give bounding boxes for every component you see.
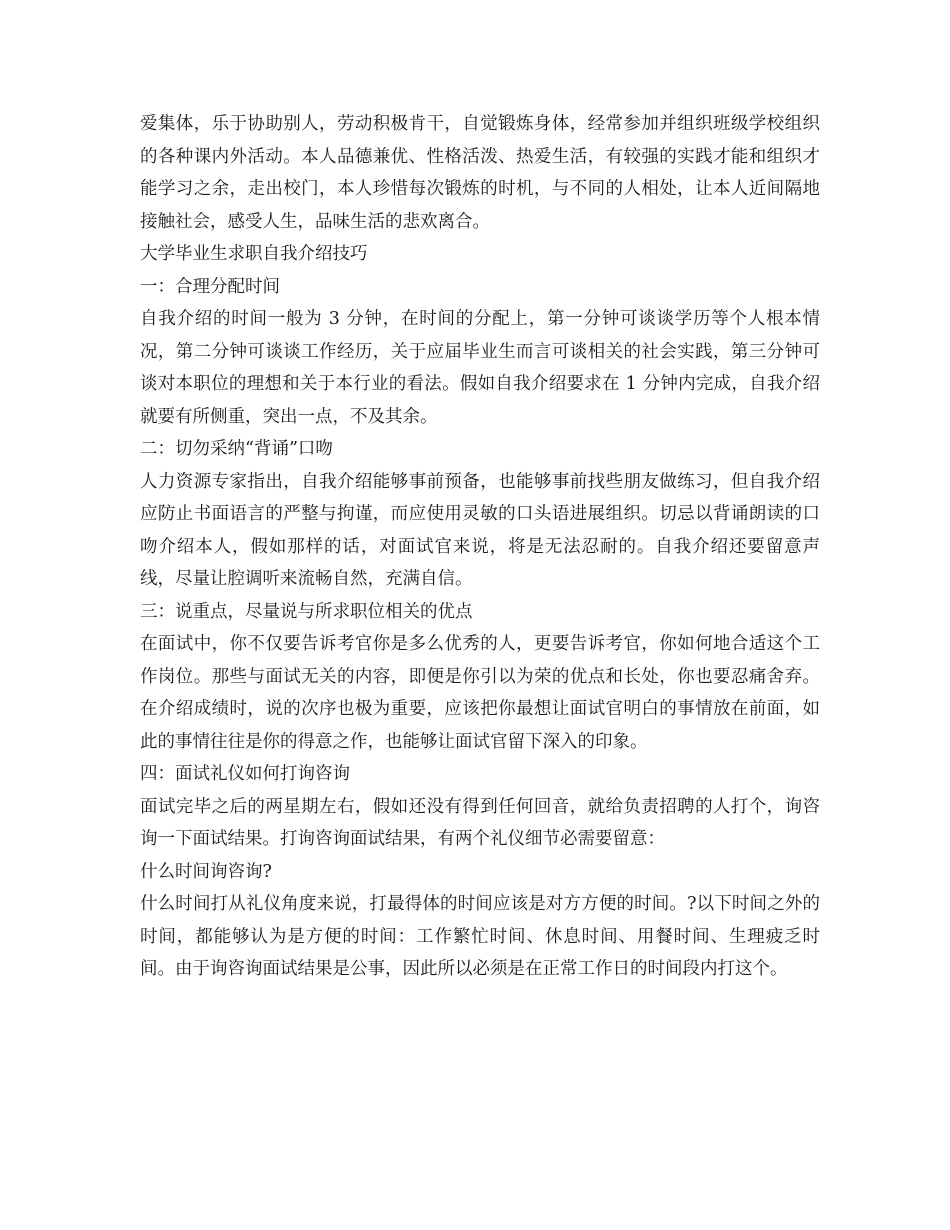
section-heading: 三：说重点，尽量说与所求职位相关的优点 [140,601,473,622]
section-heading: 二：切勿采纳“背诵”口吻 [140,439,333,459]
body-paragraph: 爱集体，乐于协助别人，劳动积极肯干，自觉锻炼身体，经常参加并组织班级学校组织的各种课内外活动。本人品德兼优、性格活泼、热爱生活，有较强的实践才能和组织才能学习之余，走出校门，本人珍惜每次锻炼的时机，与不同的人相处，让本人近间隔地接触社会，感受人生，品味生活的悲欢离合。 [140,114,820,232]
body-paragraph: 什么时间打从礼仪角度来说，打最得体的时间应该是对方方便的时间。?以下时间之外的时间，都能够认为是方便的时间：工作繁忙时间、休息时间、用餐时间、生理疲乏时间。由于询咨询面试结果是公事，因此所以必须是在正常工作日的时间段内打这个。 [140,894,820,979]
section-title: 大学毕业生求职自我介绍技巧 [140,244,368,264]
section-heading: 四：面试礼仪如何打询咨询 [140,764,350,784]
body-paragraph: 自我介绍的时间一般为 3 分钟，在时间的分配上，第一分钟可谈谈学历等个人根本情况，第二分钟可谈谈工作经历，关于应届毕业生而言可谈相关的社会实践，第三分钟可谈对本职位的理想和关于本行业的看法。假如自我介绍要求在 1 分钟内完成，自我介绍就要有所侧重，突出一点，不及其余。 [140,309,820,427]
section-heading: 一：合理分配时间 [140,276,280,297]
body-paragraph: 人力资源专家指出，自我介绍能够事前预备，也能够事前找些朋友做练习，但自我介绍应防止书面语言的严整与拘谨，而应使用灵敏的口头语进展组织。切忌以背诵朗读的口吻介绍本人，假如那样的话，对面试官来说，将是无法忍耐的。自我介绍还要留意声线，尽量让腔调听来流畅自然，充满自信。 [140,471,820,589]
document-body [140,108,820,986]
sub-heading: 什么时间询咨询? [140,861,272,882]
body-paragraph: 面试完毕之后的两星期左右，假如还没有得到任何回音，就给负责招聘的人打个，询咨询一下面试结果。打询咨询面试结果，有两个礼仪细节必需要留意： [140,796,820,849]
body-paragraph: 在面试中，你不仅要告诉考官你是多么优秀的人，更要告诉考官，你如何地合适这个工作岗位。那些与面试无关的内容，即便是你引以为荣的优点和长处，你也要忍痛舍弃。在介绍成绩时，说的次序也极为重要，应该把你最想让面试官明白的事情放在前面，如此的事情往往是你的得意之作，也能够让面试官留下深入的印象。 [140,634,820,752]
